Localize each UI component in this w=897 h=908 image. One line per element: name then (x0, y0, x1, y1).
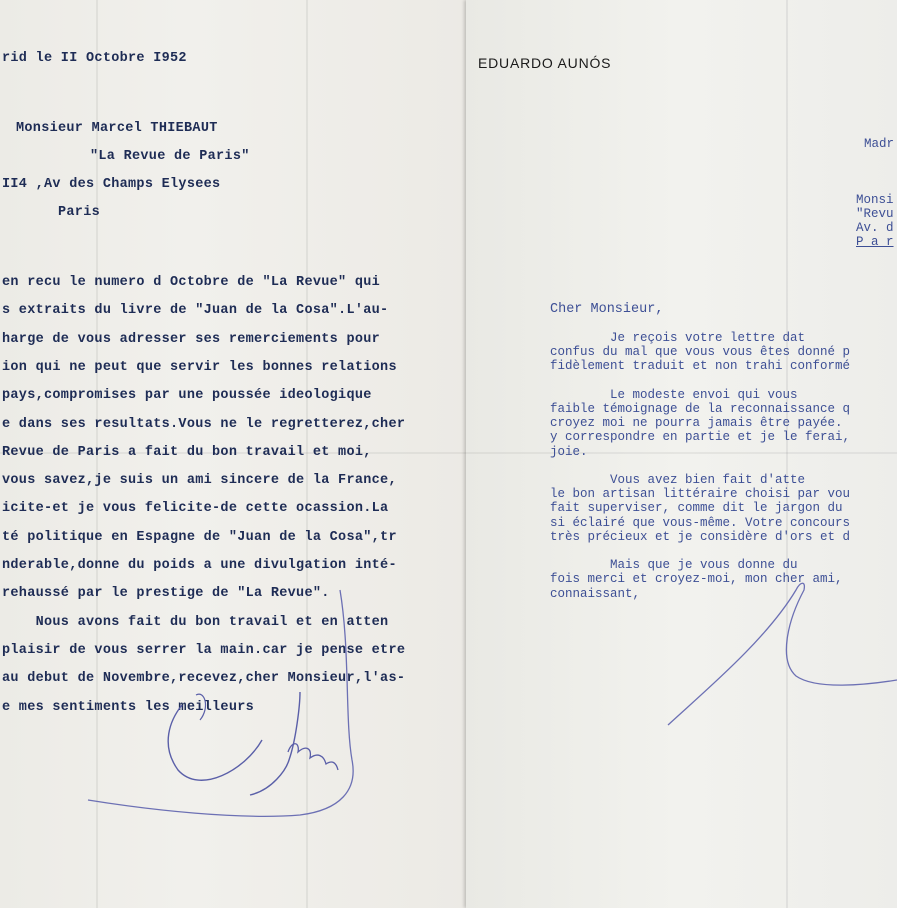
recipient-line-2: "Revu (856, 207, 894, 221)
salutation: Cher Monsieur, (550, 302, 664, 317)
body-line-right: fidèlement traduit et non trahi conformé (550, 359, 851, 374)
body-line-right: le bon artisan littéraire choisi par vou (550, 487, 851, 502)
body-line: plaisir de vous serrer la main.car je pense etre (2, 642, 406, 658)
body-line: harge de vous adresser ses remerciements pour (2, 331, 381, 347)
body-line: icite-et je vous felicite-de cette ocassion.La (2, 501, 389, 517)
recipient-publication: "La Revue de Paris" (90, 149, 250, 164)
body-line-right: joie. (550, 444, 588, 459)
body-line-right: confus du mal que vous vous êtes donné p (550, 345, 851, 360)
body-line: Nous avons fait du bon travail et en atten (2, 614, 389, 630)
body-line-right: connaissant, (550, 586, 641, 601)
body-line: pays,compromises par une poussée ideologique (2, 388, 372, 404)
right-letter-page (466, 0, 897, 908)
body-line-right: si éclairé que vous-même. Votre concours (550, 515, 851, 530)
body-line: ion qui ne peut que servir les bonnes relations (2, 359, 397, 375)
body-line-right: fois merci et croyez-moi, mon cher ami, (550, 572, 843, 587)
recipient-city: Paris (58, 205, 101, 220)
body-line-right: Je reçois votre lettre dat (550, 331, 806, 345)
date-fragment: Madr (864, 137, 895, 151)
body-line-right: fait superviser, comme dit le jargon du (550, 501, 843, 516)
body-line-right: très précieux et je considère d'ors et d (550, 529, 851, 544)
recipient-name: Monsieur Marcel THIEBAUT (16, 121, 218, 136)
body-line-right: croyez moi ne pourra jamais être payée. (550, 416, 843, 431)
body-line-right: faible témoignage de la reconnaissance q (550, 402, 851, 416)
body-line-right: Le modeste envoi qui vous (550, 387, 798, 402)
signature-right (466, 0, 897, 908)
body-line-right: Vous avez bien fait d'atte (550, 473, 806, 487)
recipient-line-1: Monsi (856, 193, 894, 207)
body-line: vous savez,je suis un ami sincere de la France, (2, 473, 397, 489)
body-line: s extraits du livre de "Juan de la Cosa".L'au- (2, 303, 389, 319)
body-line: Revue de Paris a fait du bon travail et moi, (2, 444, 372, 460)
body-line: e dans ses resultats.Vous ne le regretterez,cher (2, 416, 406, 432)
body-line-right: y correspondre en partie et je le ferai, (550, 430, 851, 445)
body-line: té politique en Espagne de "Juan de la Cosa",tr (2, 529, 397, 545)
body-line: au debut de Novembre,recevez,cher Monsieur,l'as- (2, 671, 406, 687)
body-line: nderable,donne du poids a une divulgation inté- (2, 558, 397, 573)
body-line-right: Mais que je vous donne du (550, 558, 798, 573)
recipient-line-3: Av. d (856, 221, 894, 235)
letterhead: EDUARDO AUNÓS (478, 55, 612, 71)
body-line: en recu le numero d Octobre de "La Revue" qui (2, 275, 381, 290)
recipient-line-4: P a r (856, 235, 894, 249)
body-line: rehaussé par le prestige de "La Revue". (2, 586, 330, 602)
body-line: e mes sentiments les meilleurs (2, 699, 255, 715)
date-line: rid le II Octobre I952 (2, 51, 187, 66)
recipient-address: II4 ,Av des Champs Elysees (2, 177, 221, 192)
